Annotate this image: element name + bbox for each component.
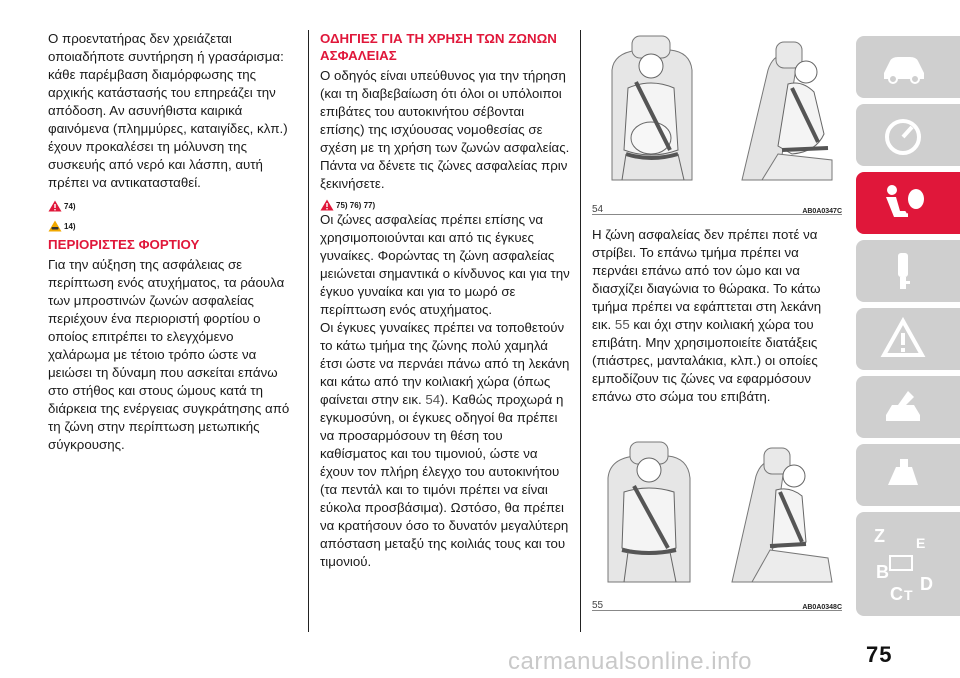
paragraph-pregnant-women: Οι ζώνες ασφαλείας πρέπει επίσης να χρησιμοποιούνται και από τις έγκυες γυναίκες. Φορώντας τη ζώνη ασφαλείας μειώνεται σημαντικά ο κίνδυνος και για την έγκυο γυναίκα και για το μωρό σε περίπτωση ενός ατυχήματος. — [320, 212, 570, 317]
warning-triangle-icon — [48, 200, 62, 212]
section-heading-load-limiters: ΠΕΡΙΟΡΙΣΤΕΣ ΦΟΡΤΙΟΥ — [48, 237, 200, 252]
index-letter: C — [890, 584, 903, 604]
figure-number: 55 — [592, 600, 604, 611]
caution-car-icon — [48, 220, 62, 232]
tab-starting-driving[interactable] — [856, 240, 960, 302]
index-letter: T — [904, 587, 913, 603]
warning-reference-group — [320, 195, 572, 211]
caution-ref-number: 14) — [64, 222, 76, 231]
page-number: 75 — [866, 642, 893, 667]
section-heading-seatbelt-instructions: ΟΔΗΓΙΕΣ ΓΙΑ ΤΗ ΧΡΗΣΗ ΤΩΝ ΖΩΝΩΝ ΑΣΦΑΛΕΙΑΣ — [320, 31, 557, 63]
text-column-2 — [320, 30, 572, 571]
text-column-3 — [592, 226, 842, 406]
text-column-1 — [48, 30, 298, 454]
tab-safety[interactable] — [856, 172, 960, 234]
index-icon — [868, 520, 938, 606]
column-divider — [308, 30, 309, 632]
index-letter: B — [876, 562, 889, 582]
car-icon — [878, 45, 928, 89]
paragraph-load-limiters: Για την αύξηση της ασφάλειας σε περίπτωση ενός ατυχήματος, τα ράουλα των μπροστινών ζωνών ασφαλείας περιέχουν ένα περιοριστή φορτίου ο οποίος επιτρέπει το ελεγχόμενο χαλάρωμα με τέτοιο τρόπο ώστε να μειώσει τη δύναμη που ασκείται επάνω στο στήθος και στους ώμους κατά τη διάρκεια της ενέργειας συγκράτησης από τη ζώνη στην περίπτωση μετωπικής σύγκρουσης. — [48, 257, 290, 452]
warning-ref-numbers: 75) 76) 77) — [336, 201, 376, 210]
watermark: carmanualsonline.info — [508, 648, 752, 675]
paragraph-pretensioner-maintenance: Ο προεντατήρας δεν χρειάζεται οποιαδήποτε συντήρηση ή γρασάρισμα: κάθε παρέμβαση διαμόρφωσης της αρχικής κατάστασής του επηρεάζει την απόδοση. Αν ασυνήθιστα καιρικά φαινόμενα (πλημμύρες, καταιγίδες, κλπ.) έχουν προκαλέσει τη μόλυνση της συσκευής από νερό και λάσπη, αυτή πρέπει να αντικατασταθεί. — [48, 31, 288, 190]
figure-code: AB0A0347C — [802, 208, 842, 215]
tab-car-overview[interactable] — [856, 36, 960, 98]
caution-reference — [48, 214, 298, 232]
warning-triangle-icon — [320, 199, 334, 211]
dashboard-icon — [878, 113, 928, 157]
specs-icon — [878, 453, 928, 497]
figure-reference-54[interactable]: 54 — [425, 392, 441, 407]
warning-icon — [878, 317, 928, 361]
tab-warning-lights[interactable] — [856, 308, 960, 370]
key-icon — [878, 249, 928, 293]
figure-number: 54 — [592, 204, 604, 215]
index-letter: Z — [874, 526, 885, 546]
paragraph-belt-positioning: Η ζώνη ασφαλείας δεν πρέπει ποτέ να στρίβει. Το επάνω τμήμα πρέπει να περνάει επάνω από τον ώμο και να διασχίζει διαγώνια το θώρακα. Το κάτω τμήμα πρέπει να εφάπτεται στη λεκάνη εικ. 55 και όχι στην κοιλιακή χώρα του επιβάτη. Μην χρησιμοποιείτε διατάξεις (πιάστρες, μανταλάκια, κλπ.) οι οποίες εμποδίζουν τις ζώνες να εφαρμόσουν επάνω στο σώμα του επιβάτη. — [592, 227, 822, 404]
tab-technical-data[interactable] — [856, 444, 960, 506]
tab-index[interactable] — [856, 512, 960, 616]
index-letter: E — [916, 535, 926, 551]
figure-54 — [592, 30, 842, 215]
paragraph-driver-responsibility: Ο οδηγός είναι υπεύθυνος για την τήρηση (και τη διαβεβαίωση ότι όλοι οι υπόλοιποι επιβάτες του αυτοκινήτου σέβονται επίσης) της ισχύουσας νομοθεσίας σε σχέση με τη χρήση των ζωνών ασφαλείας. Πάντα να δένετε τις ζώνες ασφαλείας πριν ξεκινήσετε. — [320, 68, 570, 191]
figure-reference-55[interactable]: 55 — [614, 317, 630, 332]
tab-emergency[interactable] — [856, 376, 960, 438]
airbag-icon — [878, 181, 928, 225]
warning-ref-number: 74) — [64, 202, 76, 211]
paragraph-pregnant-positioning: Οι έγκυες γυναίκες πρέπει να τοποθετούν το κάτω τμήμα της ζώνης πολύ χαμηλά έτσι ώστε να περνάει πάνω από τη λεκάνη και κάτω από την κοιλιακή χώρα (όπως φαίνεται στην εικ. 54). Καθώς προχωρά η εγκυμοσύνη, οι έγκυες οδηγοί θα πρέπει να προσαρμόσουν τη θέση του καθίσματος και του τιμονιού, ώστε να έχουν τον πλήρη έλεγχο του αυτοκινήτου (τα πεντάλ και το τιμόνι πρέπει να είναι εύκολα προσβάσιμα). Ωστόσο, θα πρέπει να κρατήσουν όσο το δυνατόν μεγαλύτερη απόσταση μεταξύ της κοιλιάς τους και του τιμονιού. — [320, 320, 570, 569]
wrench-car-icon — [878, 385, 928, 429]
tab-dashboard[interactable] — [856, 104, 960, 166]
illustration-adult-seatbelt — [592, 432, 842, 594]
illustration-pregnant-seatbelt — [592, 30, 842, 198]
warning-reference — [48, 194, 298, 212]
column-divider — [580, 30, 581, 632]
figure-55 — [592, 432, 842, 611]
index-letter: D — [920, 574, 933, 594]
figure-code: AB0A0348C — [802, 604, 842, 611]
